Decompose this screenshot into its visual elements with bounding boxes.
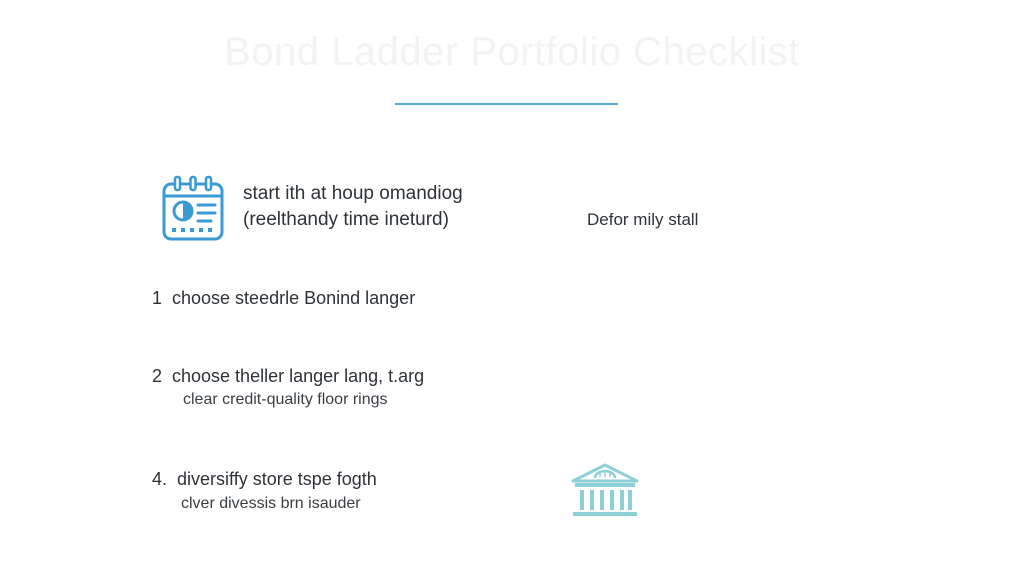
item-number: 2 — [152, 366, 163, 386]
item-text: choose theller langer lang, t.arg — [172, 366, 425, 386]
item-text: choose steedrle Bonind langer — [172, 288, 416, 308]
checklist-item-2-subtext: clear credit-quality floor rings — [183, 391, 388, 408]
item-number: 4. — [152, 469, 168, 489]
checklist-item-3 — [152, 469, 377, 490]
checklist-item-3-subtext: clver divessis brn isauder — [181, 495, 361, 512]
item-text: diversiffy store tspe fogth — [177, 469, 377, 489]
checklist-item-2 — [152, 366, 424, 387]
item-number: 1 — [152, 288, 163, 308]
title-underline — [395, 103, 618, 105]
intro-line-2: (reelthandy time ineturd) — [243, 209, 449, 230]
calendar-chart-icon — [161, 175, 225, 243]
page-title: Bond Ladder Portfolio Checklist — [224, 30, 800, 74]
bank-building-icon — [569, 462, 641, 520]
side-note: Defor mily stall — [587, 210, 699, 229]
intro-line-1: start ith at houp omandiog — [243, 183, 463, 204]
checklist-item-1 — [152, 288, 415, 309]
